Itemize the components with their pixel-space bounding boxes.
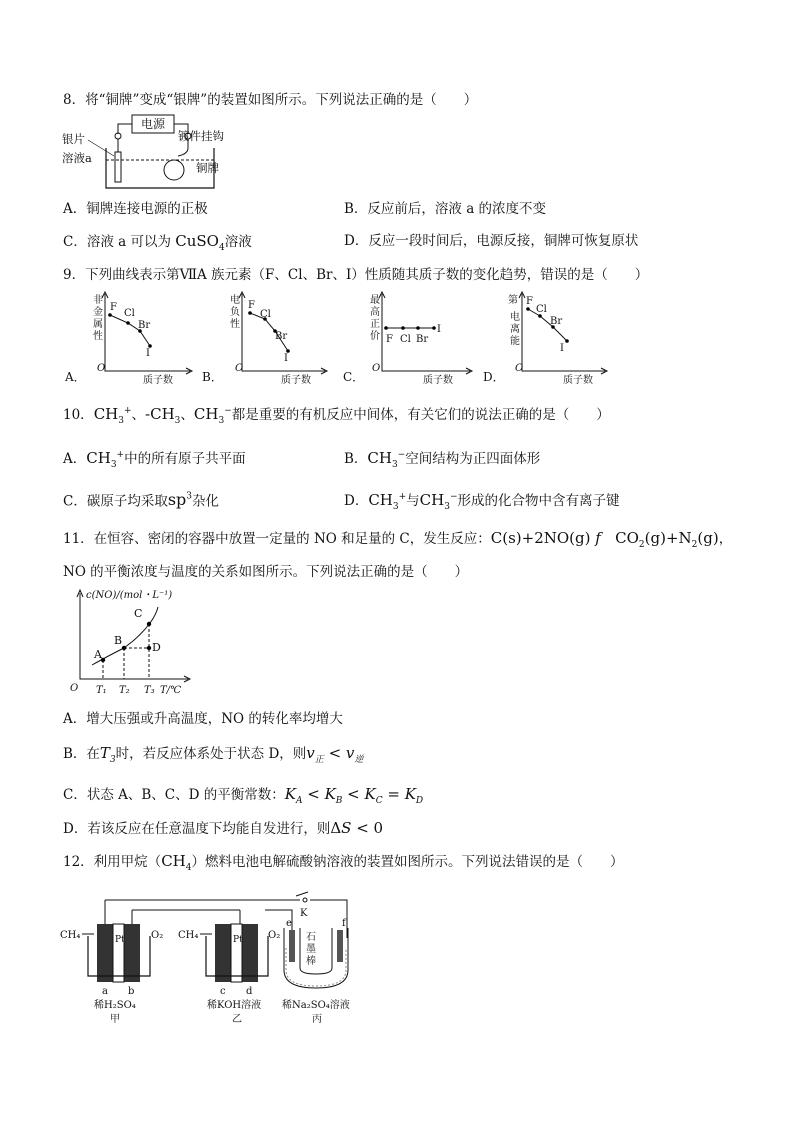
- svg-text:能: 能: [510, 336, 520, 347]
- svg-text:Br: Br: [416, 334, 429, 345]
- q11-stem-line2: NO 的平衡浓度与温度的关系如图所示。下列说法正确的是（ ）: [63, 564, 469, 580]
- svg-text:质子数: 质子数: [423, 375, 453, 386]
- svg-text:B: B: [114, 634, 123, 647]
- svg-text:性: 性: [93, 331, 103, 342]
- q10-stem: 10．$CH_3^+$、$-CH_3$、$CH_3^-$都是重要的有机反应中间体，有关它们的说法正确的是（ ）: [63, 405, 610, 426]
- svg-text:乙: 乙: [232, 1014, 242, 1025]
- svg-text:T₁: T₁: [96, 685, 107, 696]
- svg-text:Pt: Pt: [115, 935, 125, 945]
- solution-label: 溶液a: [62, 151, 92, 165]
- svg-text:O₂: O₂: [151, 930, 164, 941]
- svg-text:d: d: [246, 986, 253, 997]
- svg-text:稀Na₂SO₄溶液: 稀Na₂SO₄溶液: [282, 1000, 350, 1011]
- svg-text:石: 石: [306, 932, 316, 943]
- svg-text:Cl: Cl: [260, 309, 271, 320]
- svg-text:O: O: [372, 363, 381, 374]
- svg-text:负: 负: [230, 307, 240, 318]
- cell-yi: [178, 924, 280, 1025]
- svg-text:Pt: Pt: [233, 935, 243, 945]
- svg-text:F: F: [386, 334, 393, 345]
- q11-stem-line1: 11．在恒容、密闭的容器中放置一定量的 NO 和足量的 C，发生反应：C(s)+2NO(g) f $CO_2(g)+N_2(g)$，: [63, 529, 733, 550]
- svg-text:I: I: [560, 343, 564, 354]
- q8-stem: 8．将“铜牌”变成“银牌”的装置如图所示。下列说法正确的是（ ）: [63, 92, 478, 108]
- svg-text:价: 价: [370, 331, 380, 342]
- power-label: 电源: [140, 117, 166, 131]
- svg-text:F: F: [110, 302, 117, 313]
- cell-jia: [60, 924, 163, 1025]
- q9-graph-b: [202, 292, 327, 386]
- q9-trend-graphs: [60, 289, 620, 389]
- svg-text:稀KOH溶液: 稀KOH溶液: [207, 1000, 262, 1011]
- svg-text:CH₄: CH₄: [178, 930, 199, 941]
- svg-text:第: 第: [508, 295, 518, 306]
- svg-text:f: f: [342, 918, 346, 929]
- svg-text:I: I: [284, 353, 288, 364]
- svg-text:O: O: [70, 683, 79, 694]
- svg-text:T₃: T₃: [144, 685, 155, 696]
- svg-text:T₂: T₂: [119, 685, 130, 696]
- q8-option-c: C．溶液 a 可以为 CuSO$_4$溶液: [63, 232, 252, 253]
- svg-text:F: F: [248, 300, 255, 311]
- svg-text:CH₄: CH₄: [60, 930, 81, 941]
- svg-text:e: e: [286, 918, 292, 929]
- svg-text:c(NO)/(mol・L⁻¹): c(NO)/(mol・L⁻¹): [86, 590, 173, 601]
- svg-text:质子数: 质子数: [143, 375, 173, 386]
- svg-text:O: O: [235, 363, 244, 374]
- q10-option-d: D．$CH_3^+$与$CH_3^-$形成的化合物中含有离子键: [344, 491, 620, 512]
- cell-bing: [282, 918, 350, 1025]
- q10-option-a: A．$CH_3^+$中的所有原子共平面: [63, 449, 246, 470]
- q8-option-a: A．铜牌连接电源的正极: [63, 201, 208, 217]
- svg-text:Cl: Cl: [124, 308, 135, 319]
- q9-graph-d: [483, 292, 607, 386]
- svg-text:C: C: [134, 607, 143, 620]
- q11-option-a: A．增大压强或升高温度，NO 的转化率均增大: [63, 711, 343, 727]
- svg-text:高: 高: [370, 307, 380, 318]
- copper-label: 铜牌: [196, 161, 219, 175]
- svg-text:c: c: [220, 986, 226, 997]
- q8-option-b: B．反应前后，溶液 a 的浓度不变: [344, 201, 547, 217]
- q9-graph-c: [343, 292, 472, 386]
- svg-text:Cl: Cl: [536, 304, 547, 315]
- svg-text:I: I: [146, 348, 150, 359]
- svg-text:棒: 棒: [306, 956, 316, 967]
- q10-option-b: B．$CH_3^-$空间结构为正四面体形: [344, 449, 541, 470]
- q9-stem: 9．下列曲线表示第ⅦA 族元素（F、Cl、Br、I）性质随其质子数的变化趋势，错误的是（ ）: [63, 267, 649, 283]
- svg-text:A．: A．: [65, 370, 86, 384]
- q10-option-c: C．碳原子均采取$sp^3$杂化: [63, 490, 220, 510]
- q11-option-b: B．在$T_3$时，若反应体系处于状态 D，则$v_正 < v_逆$: [63, 744, 364, 765]
- svg-text:B．: B．: [202, 370, 223, 384]
- svg-text:Br: Br: [550, 316, 563, 327]
- svg-text:墨: 墨: [306, 944, 316, 955]
- q11-concentration-graph: [70, 587, 200, 699]
- svg-text:丙: 丙: [312, 1014, 322, 1025]
- svg-text:b: b: [128, 986, 135, 997]
- svg-text:质子数: 质子数: [563, 375, 593, 386]
- q8-electroplating-diagram: [62, 112, 242, 194]
- silver-label: 银片: [62, 132, 85, 146]
- q9-graph-a: [64, 292, 192, 386]
- q12-stem: 12．利用甲烷$(CH_4)$燃料电池电解硫酸钠溶液的装置如图所示。下列说法错误的是（ ）: [63, 852, 624, 873]
- q11-option-c: C．状态 A、B、C、D 的平衡常数：$K_A < K_B < K_C = K_D$: [63, 785, 424, 806]
- q12-fuel-cell-diagram: [60, 888, 370, 1028]
- svg-text:Br: Br: [275, 331, 288, 342]
- svg-text:Br: Br: [138, 320, 151, 331]
- svg-text:质子数: 质子数: [281, 375, 311, 386]
- svg-text:D: D: [152, 641, 161, 654]
- svg-text:F: F: [526, 296, 533, 307]
- svg-text:甲: 甲: [110, 1014, 120, 1025]
- svg-text:D．: D．: [483, 370, 505, 384]
- svg-text:T/℃: T/℃: [160, 685, 182, 696]
- svg-text:最: 最: [370, 295, 380, 306]
- svg-text:电: 电: [510, 312, 520, 323]
- switch-k-label: K: [300, 908, 308, 919]
- q8-option-d: D．反应一段时间后，电源反接，铜牌可恢复原状: [344, 233, 639, 249]
- svg-text:A: A: [94, 648, 102, 661]
- q11-option-d: D．若该反应在任意温度下均能自发进行，则ΔS < 0: [63, 819, 384, 837]
- svg-text:正: 正: [370, 319, 380, 330]
- svg-text:O₂: O₂: [268, 930, 281, 941]
- svg-text:属: 属: [93, 319, 103, 330]
- svg-text:O: O: [97, 363, 106, 374]
- hook-label: 镀件挂钩: [178, 129, 224, 143]
- svg-text:金: 金: [93, 307, 103, 318]
- svg-text:O: O: [515, 363, 524, 374]
- svg-text:非: 非: [93, 295, 103, 306]
- svg-text:离: 离: [510, 324, 520, 335]
- svg-text:Cl: Cl: [400, 334, 411, 345]
- svg-text:性: 性: [230, 319, 240, 330]
- svg-text:C．: C．: [343, 370, 365, 384]
- svg-text:I: I: [437, 324, 441, 335]
- svg-text:稀H₂SO₄: 稀H₂SO₄: [94, 1000, 136, 1011]
- svg-text:电: 电: [230, 295, 240, 306]
- svg-text:a: a: [102, 986, 108, 997]
